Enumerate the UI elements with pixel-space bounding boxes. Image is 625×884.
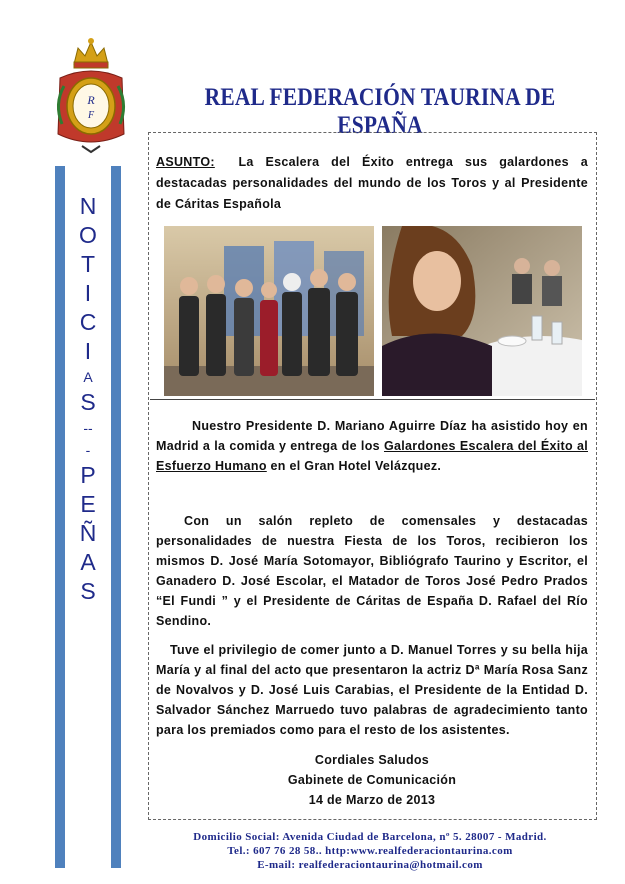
side-letter: I <box>84 338 92 364</box>
side-letter: S <box>80 578 96 604</box>
side-letter: N <box>79 193 97 219</box>
p1-text-b: en el Gran Hotel Velázquez. <box>270 459 442 473</box>
signature-department: Gabinete de Comunicación <box>287 773 457 787</box>
body-paragraph-1 <box>156 416 588 476</box>
svg-text:R: R <box>87 93 95 107</box>
side-letter: -- <box>83 420 93 436</box>
side-letter: E <box>80 491 96 517</box>
body-paragraph-2 <box>156 511 588 631</box>
footer-email: E-mail: realfederaciontaurina@hotmail.com <box>257 859 483 871</box>
subject-label: ASUNTO: <box>156 155 215 169</box>
side-letter: S <box>80 389 96 415</box>
award-group-photo <box>164 226 374 396</box>
side-bar-letters <box>65 166 111 868</box>
p1-text-a: Nuestro Presidente D. Mariano Aguirre Díaz ha asistido hoy en Madrid a la comida y entrega de los <box>156 419 588 453</box>
footer-phone-web: Tel.: 607 76 28 58.. http:www.realfederaciontaurina.com <box>227 845 513 857</box>
p2-text: Con un salón repleto de comensales y destacadas personalidades de nuestra Fiesta de los Toros, recibieron los mismos D. José María Sotomayor, Bibliógrafo Taurino y Escritor, el Ganadero D. José Escolar, el Matador de Toros José Pedro Prados “El Fundi ” y el Presidente de Cáritas de España D. Rafael del Río Sendino. <box>156 514 588 628</box>
p3-text: Tuve el privilegio de comer junto a D. Manuel Torres y su bella hija María y al final del acto que presentaron la actriz Dª María Rosa Sanz de Novalvos y D. José Luis Carabias, el Presidente de la Entidad D. Salvador Sánchez Marruedo tuvo palabras de agradecimiento tanto para los premiados como para el resto de los asistentes. <box>156 643 588 737</box>
svg-text:F: F <box>87 110 95 121</box>
subject-text: La Escalera del Éxito entrega sus galardones a destacadas personalidades del mundo de los Toros y al Presidente de Cáritas Española <box>156 155 588 211</box>
section-divider <box>150 399 595 400</box>
side-letter: Ñ <box>79 520 97 546</box>
side-letter: I <box>84 280 92 306</box>
awards-name: Galardones Escalera del Éxito al Esfuerzo Humano <box>156 439 588 473</box>
side-letter: - <box>85 442 91 458</box>
body-paragraph-3 <box>156 640 588 740</box>
guest-photo <box>382 226 582 396</box>
side-letter: A <box>80 549 96 575</box>
side-letter: C <box>79 309 97 335</box>
section-side-bar <box>55 166 121 868</box>
subject-paragraph <box>156 152 588 215</box>
signature-date: 14 de Marzo de 2013 <box>308 793 436 807</box>
footer-address: Domicilio Social: Avenida Ciudad de Barcelona, nº 5. 28007 - Madrid. <box>193 831 547 843</box>
side-letter: O <box>79 222 97 248</box>
closing-greeting: Cordiales Saludos <box>314 753 430 767</box>
side-letter: P <box>80 462 96 488</box>
royal-crest-icon <box>52 34 130 154</box>
side-letter: T <box>80 251 96 277</box>
side-letter: A <box>83 369 93 385</box>
page-title: REAL FEDERACIÓN TAURINA DE ESPAÑA <box>204 84 556 139</box>
